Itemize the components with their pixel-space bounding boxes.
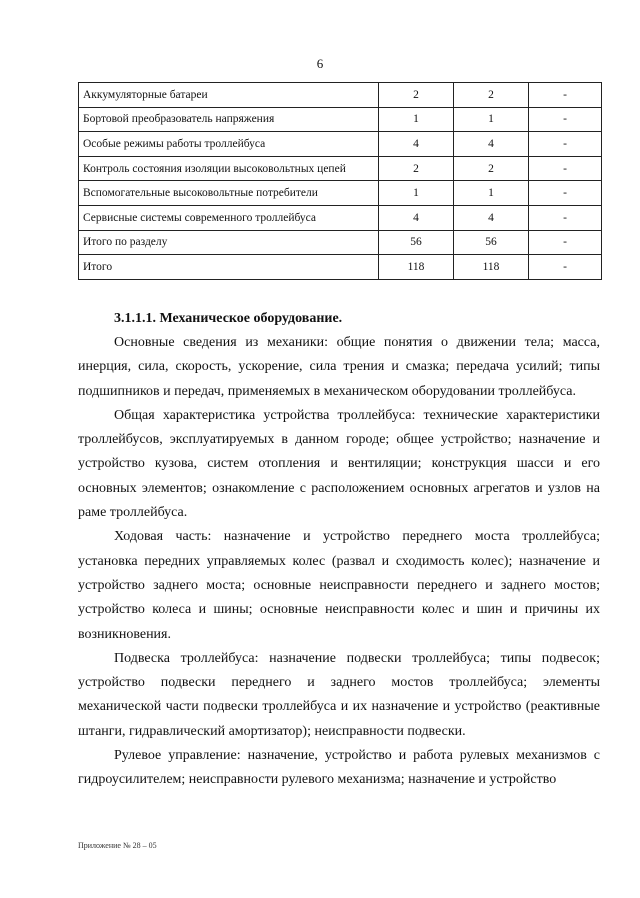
table-row xyxy=(79,230,602,255)
hours-cell: 118 xyxy=(454,255,529,280)
row-name-cell: Бортовой преобразователь напряжения xyxy=(79,107,379,132)
row-name-cell: Итого по разделу xyxy=(79,230,379,255)
hours-cell: 4 xyxy=(379,132,454,157)
extra-cell: - xyxy=(529,156,602,181)
extra-cell: - xyxy=(529,230,602,255)
table-row xyxy=(79,255,602,280)
extra-cell: - xyxy=(529,205,602,230)
paragraph: Рулевое управление: назначение, устройство и работа рулевых механизмов с гидроусилителем; неисправности рулевого механизма; назначение и устройство xyxy=(78,748,600,788)
table-row xyxy=(79,181,602,206)
hours-cell: 2 xyxy=(379,156,454,181)
hours-cell: 118 xyxy=(379,255,454,280)
extra-cell: - xyxy=(529,255,602,280)
table-row xyxy=(79,132,602,157)
table-row xyxy=(79,107,602,132)
row-name-cell: Особые режимы работы троллейбуса xyxy=(79,132,379,157)
table-body xyxy=(79,83,602,280)
hours-cell: 1 xyxy=(454,181,529,206)
extra-cell: - xyxy=(529,107,602,132)
extra-cell: - xyxy=(529,181,602,206)
hours-cell: 1 xyxy=(379,107,454,132)
hours-cell: 2 xyxy=(454,83,529,108)
row-name-cell: Вспомогательные высоковольтные потребители xyxy=(79,181,379,206)
table-row xyxy=(79,156,602,181)
hours-cell: 56 xyxy=(454,230,529,255)
hours-cell: 4 xyxy=(454,205,529,230)
row-name-cell: Контроль состояния изоляции высоковольтных цепей xyxy=(79,156,379,181)
row-name-cell: Итого xyxy=(79,255,379,280)
hours-cell: 1 xyxy=(454,107,529,132)
section-heading: 3.1.1.1. Механическое оборудование. xyxy=(114,311,343,326)
paragraph: Ходовая часть: назначение и устройство переднего моста троллейбуса; установка передних управляемых колес (развал и сходимость колес); назначение и устройство заднего моста; основные неисправности переднего и заднего мостов; устройство колеса и шины; основные неисправности колес и шин и причины их возникновения. xyxy=(78,529,600,642)
paragraph: Подвеска троллейбуса: назначение подвески троллейбуса; типы подвесок; устройство подвески переднего и заднего мостов троллейбуса; элементы механической части подвески троллейбуса и их назначение и устройство (реактивные штанги, гидравлический амортизатор); неисправности подвески. xyxy=(78,650,600,739)
row-name-cell: Сервисные системы современного троллейбуса xyxy=(79,205,379,230)
paragraph: Общая характеристика устройства троллейбуса: технические характеристики троллейбусов, эксплуатируемых в данном городе; общее устройство; назначение и устройство кузова, систем отопления и вентиляции; конструкция шасси и его основных элементов; ознакомление с расположением основных агрегатов и узлов на раме троллейбуса. xyxy=(78,407,600,521)
footer-note: Приложение № 28 – 05 xyxy=(78,841,157,850)
table-row xyxy=(79,205,602,230)
hours-cell: 2 xyxy=(379,83,454,108)
hours-cell: 4 xyxy=(379,205,454,230)
hours-table xyxy=(78,82,602,280)
extra-cell: - xyxy=(529,83,602,108)
body-text xyxy=(78,331,600,793)
hours-cell: 56 xyxy=(379,230,454,255)
page-number: 6 xyxy=(316,56,324,71)
paragraph: Основные сведения из механики: общие понятия о движении тела; масса, инерция, сила, скорость, ускорение, сила трения и смазка; передача усилий; типы подшипников и передач, применяемых в механическом оборудовании троллейбуса. xyxy=(78,335,600,399)
extra-cell: - xyxy=(529,132,602,157)
row-name-cell: Аккумуляторные батареи xyxy=(79,83,379,108)
hours-cell: 4 xyxy=(454,132,529,157)
hours-cell: 1 xyxy=(379,181,454,206)
hours-cell: 2 xyxy=(454,156,529,181)
table-row xyxy=(79,83,602,108)
